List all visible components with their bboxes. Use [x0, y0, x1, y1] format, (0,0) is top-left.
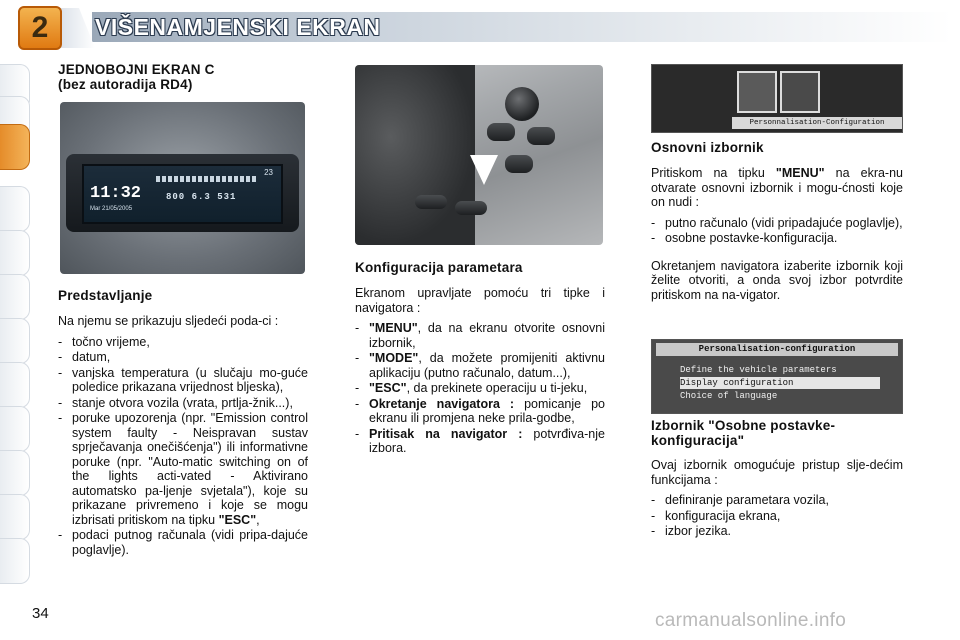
watermark: carmanualsonline.info: [655, 610, 847, 631]
list-item: - datum,: [58, 350, 308, 365]
screen-bargraph: [156, 176, 256, 182]
side-tab-active[interactable]: [0, 124, 30, 170]
esc-tail: ,: [256, 512, 260, 527]
list-item: - stanje otvora vozila (vrata, prtlja-žnik...),: [58, 396, 308, 411]
section-title-osobne: Izbornik "Osobne postavke-konfiguracija": [651, 418, 836, 448]
list-item: [58, 411, 308, 527]
list-item: - podaci putnog računala (vidi pripa-dajuće poglavlje).: [58, 528, 308, 557]
side-tab-8[interactable]: [0, 362, 30, 408]
main-menu-strip: Personnalisation-Configuration: [732, 117, 902, 129]
list-item-text: , da na ekranu otvorite osnovni izbornik,: [369, 321, 605, 350]
right-outro-1: Okretanjem navigatora izaberite izbornik koji želite otvoriti, a onda svoj izbor potvrdite pritiskom na na-vigator.: [651, 258, 903, 302]
navigator-knob: [505, 87, 539, 121]
right-list-2: [651, 493, 903, 539]
menu-button: [487, 123, 515, 141]
side-tab-9[interactable]: [0, 406, 30, 452]
side-tab-6[interactable]: [0, 274, 30, 320]
keyword: Pritisak na navigator :: [369, 426, 523, 441]
list-item: - vanjska temperatura (u slučaju mo-gućе poledice prikazana vrijednost bljeska),: [58, 366, 308, 395]
screen-menu-row-selected: Display configuration: [680, 377, 880, 389]
left-intro: Na njemu se prikazuju sljedeći poda-ci :: [58, 314, 279, 328]
esc-keyword: "ESC": [218, 512, 257, 527]
list-item-text: , da možete promijeniti aktivnu aplikaciju (putno računalo, datum...),: [369, 351, 605, 380]
list-item-text: , da prekinete operaciju u ti-jeku,: [406, 381, 588, 395]
callout-pointer: [470, 155, 498, 185]
page-title: VIŠENAMJENSKI EKRAN: [95, 14, 381, 40]
screen-temperature: 23: [264, 168, 273, 177]
right-intro-1: [651, 166, 903, 210]
left-list: [58, 335, 308, 558]
list-item: [355, 397, 605, 426]
list-item-text: poruke upozorenja (npr. "Emission control system faulty - Neispravan sustav sprječavanja onečišćenja") ili informativne poruke (npr. "Auto-matic switching on of the lights acti-vated - Aktivirano automatsko pa-ljenje svjetala"), koje su prikazane privremeno i koje se mogu izbrisati pritiskom na tipku: [72, 411, 308, 527]
console-switch: [455, 201, 487, 215]
section-title-konfiguracija: Konfiguracija parametara: [355, 260, 523, 275]
page-number: 34: [32, 605, 49, 622]
screen-menu-row: Choice of language: [680, 391, 778, 401]
side-tab-12[interactable]: [0, 538, 30, 584]
keyword: "MODE": [369, 351, 419, 365]
screen-menu-row: Define the vehicle parameters: [680, 365, 837, 375]
console-switch: [415, 195, 447, 209]
menu-keyword: "MENU": [775, 166, 825, 180]
middle-text: [355, 260, 605, 457]
gear-lever-boot: [355, 65, 475, 245]
display-photo: [60, 102, 305, 274]
settings-sliders-icon: [780, 71, 820, 113]
list-item: - konfiguracija ekrana,: [651, 509, 903, 524]
main-menu-screen: [651, 64, 903, 133]
list-item-text: pomicanje po ekranu ili promjena neke prila-godbe,: [369, 396, 605, 425]
list-item: [355, 381, 605, 396]
header: [0, 0, 960, 50]
section-title-osnovni: Osnovni izbornik: [651, 140, 764, 155]
list-item: - putno računalo (vidi pripadajuće poglavlje),: [651, 216, 903, 231]
side-tab-4[interactable]: [0, 186, 30, 232]
monochrome-screen: [82, 164, 283, 224]
left-column: [58, 62, 308, 103]
middle-intro: Ekranom upravljate pomoću tri tipke i navigatora :: [355, 286, 605, 315]
screen-title: Personalisation-configuration: [656, 343, 898, 356]
screen-date: Mar 21/05/2005: [90, 206, 133, 212]
side-tab-7[interactable]: [0, 318, 30, 364]
esc-button: [505, 155, 533, 173]
list-item: - definiranje parametara vozila,: [651, 493, 903, 508]
intro-text: na ekra-nu otvarate osnovni izbornik i mogu-ćnosti koje on nudi :: [651, 166, 903, 209]
personalisation-screen: [651, 339, 903, 414]
list-item: [355, 427, 605, 456]
intro-text: Pritiskom na tipku: [651, 166, 776, 180]
list-item: - osobne postavke-konfiguracija.: [651, 231, 903, 246]
left-text: [58, 288, 308, 558]
right-text-2: [651, 418, 903, 540]
list-item: - izbor jezika.: [651, 524, 903, 539]
display-heading: JEDNOBOJNI EKRAN C (bez autoradija RD4): [58, 62, 215, 92]
list-item-text: potvrđiva-nje izbora.: [369, 426, 605, 455]
chapter-number: 2: [18, 6, 62, 50]
keyword: Okretanje navigatora :: [369, 396, 515, 411]
side-tab-10[interactable]: [0, 450, 30, 496]
right-text-1: [651, 140, 903, 308]
list-item: [355, 351, 605, 380]
screen-clock: 11:32: [90, 184, 142, 203]
list-item: [355, 321, 605, 350]
side-tab-11[interactable]: [0, 494, 30, 540]
section-title-predstavljanje: Predstavljanje: [58, 288, 153, 303]
side-tab-5[interactable]: [0, 230, 30, 276]
right-list-1: [651, 216, 903, 246]
keyword: "ESC": [369, 381, 407, 395]
right-intro-2: Ovaj izbornik omogućuje pristup slje-dećim funkcijama :: [651, 458, 903, 487]
mode-button: [527, 127, 555, 145]
trip-computer-icon: [737, 71, 777, 113]
middle-list: [355, 321, 605, 456]
screen-trip-values: 800 6.3 531: [166, 192, 237, 202]
keyword: "MENU": [369, 321, 418, 335]
list-item: - točno vrijeme,: [58, 335, 308, 350]
